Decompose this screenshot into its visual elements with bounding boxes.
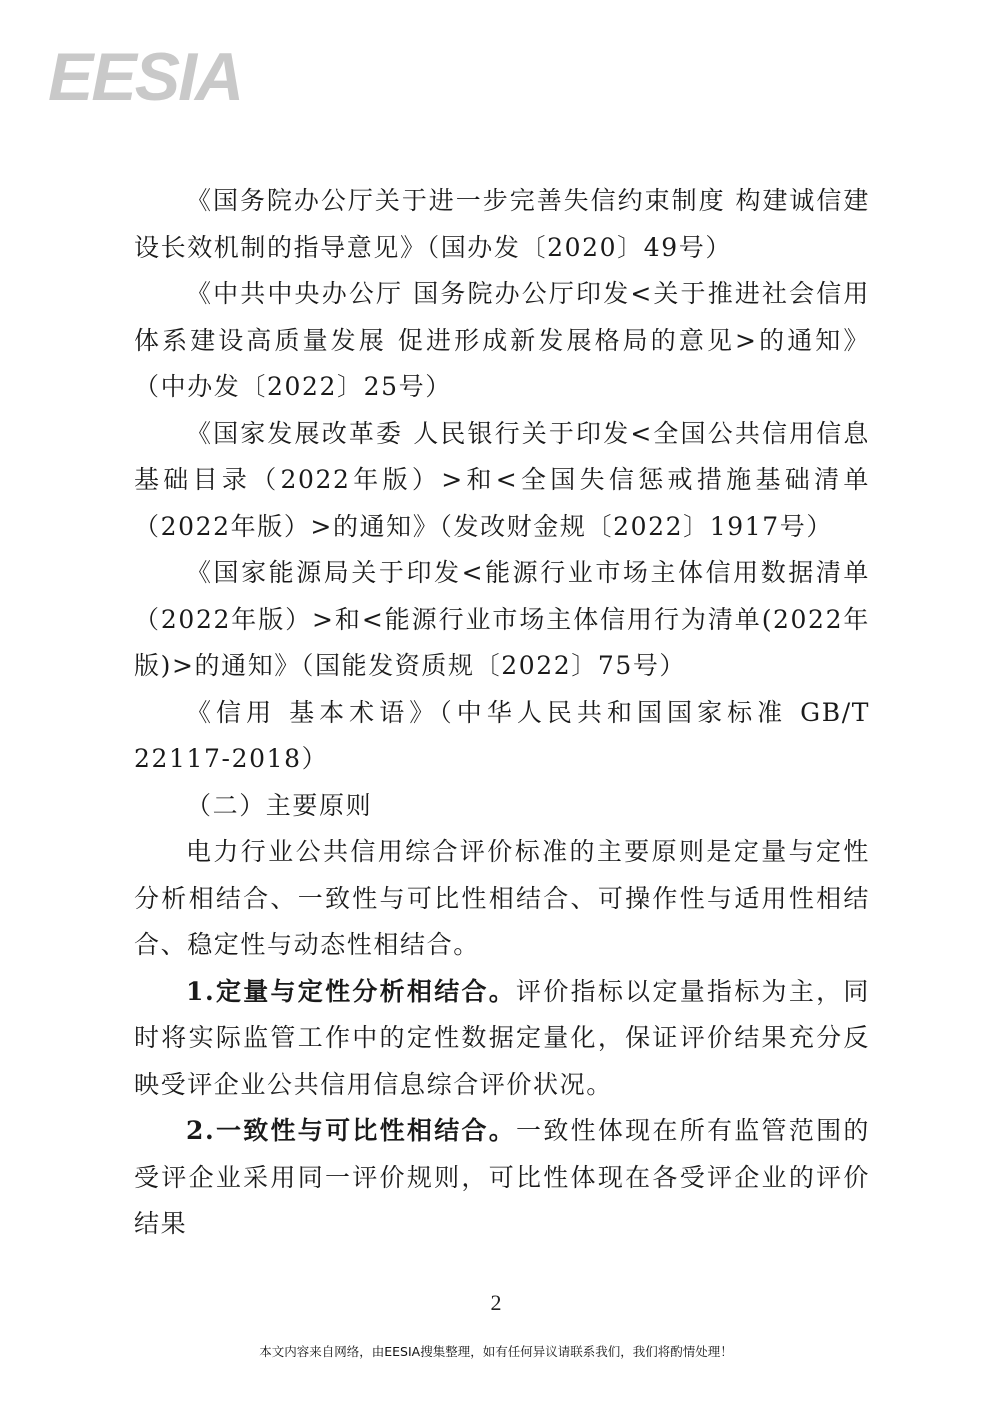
principle-2-lead: 2.一致性与可比性相结合。 bbox=[186, 1116, 517, 1145]
reference-1: 《国务院办公厅关于进一步完善失信约束制度 构建诚信建设长效机制的指导意见》（国办发〔2020〕49号） bbox=[134, 186, 870, 262]
reference-3: 《国家发展改革委 人民银行关于印发<全国公共信用信息基础目录（2022年版）>和<全国失信惩戒措施基础清单（2022年版）>的通知》（发改财金规〔2022〕1917号） bbox=[134, 418, 870, 541]
reference-5: 《信用 基本术语》（中华人民共和国国家标准 GB/T 22117-2018） bbox=[134, 697, 870, 773]
section-heading: （二）主要原则 bbox=[186, 790, 373, 820]
reference-4: 《国家能源局关于印发<能源行业市场主体信用数据清单（2022年版）>和<能源行业市场主体信用行为清单(2022年版)>的通知》（国能发资质规〔2022〕75号） bbox=[134, 558, 870, 680]
eesia-logo bbox=[46, 40, 256, 112]
principle-1-paragraph bbox=[134, 969, 870, 1109]
svg-text:EESIA: EESIA bbox=[48, 40, 243, 112]
principle-2-paragraph bbox=[134, 1108, 870, 1248]
principle-1-lead: 1.定量与定性分析相结合。 bbox=[186, 976, 517, 1006]
reference-2: 《中共中央办公厅 国务院办公厅印发<关于推进社会信用体系建设高质量发展 促进形成新发展格局的意见>的通知》（中办发〔2022〕25号） bbox=[134, 279, 870, 401]
principle-2-body: 一致性体现在所有监管范围的受评企业采用同一评价规则，可比性体现在各受评企业的评价结果 bbox=[134, 1116, 870, 1238]
document-body bbox=[134, 178, 870, 1248]
intro-paragraph: 电力行业公共信用综合评价标准的主要原则是定量与定性分析相结合、一致性与可比性相结合、可操作性与适用性相结合、稳定性与动态性相结合。 bbox=[134, 837, 870, 959]
principle-1-body: 评价指标以定量指标为主，同时将实际监管工作中的定性数据定量化，保证评价结果充分反映受评企业公共信用信息综合评价状况。 bbox=[134, 976, 870, 1099]
page-number: 2 bbox=[490, 1290, 502, 1315]
footer-note: 本文内容来自网络，由EESIA搜集整理，如有任何异议请联系我们，我们将酌情处理！ bbox=[259, 1344, 733, 1359]
